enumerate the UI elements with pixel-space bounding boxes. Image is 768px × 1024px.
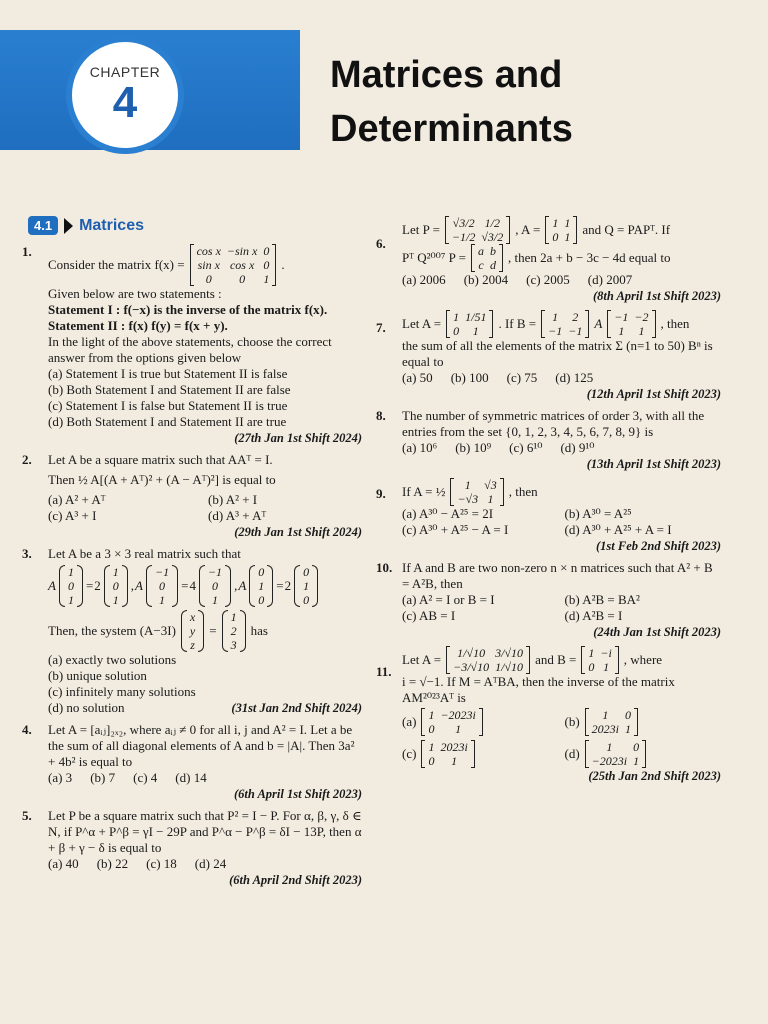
question-3: 3. Let A be a 3 × 3 real matrix such that A 1 0 1 = 2 1 0 1 , A −1 0 1 = 4 −1 0 1 , A 0 1 0 = 2 0 1 0 Then, the system (A−3I) x y z = 1 2 3 has (a) exactly two solutions (b) unique solution (c) infinitely many solutions (d) no solution (31st Jan 2nd Shift 2024) [22,546,362,715]
matrix-cells: 1 1/51 0 1 [453,310,487,338]
matrix-cells: 1 1 0 1 [552,216,571,244]
matrix-cells: √3/2 1/2 −1/2 √3/2 [451,216,504,244]
matrix [190,244,277,286]
section-heading [28,216,144,235]
question-1: 1. Consider the matrix f(x) = cos x −sin x 0 sin x cos x 0 0 0 1 . Given below are two statements : Statement I : f(−x) is the inverse of the matrix f(x). Statement II : f(x) f(y) = f(x + y). In the light of the above statements, choose the correct answer from the options given below (a) Statement I is true but Statement II is false (b) Both Statement I and Statement II are false (c) Statement I is false but Statement II is true (d) Both Statement I and Statement II are true (27th Jan 1st Shift 2024) [22,244,362,445]
column-vector: −1 0 1 [155,565,170,607]
matrix-cells: 1 0 2023i 1 [591,708,632,736]
column-vector: −1 0 1 [207,565,223,607]
column-vector: 1 2 3 [230,610,237,652]
question-11: 11. Let A = 1/√10 3/√10 −3/√10 1/√10 and B = 1 −i 0 1 , where i = √−1. If M = AᵀBA, then the inverse of the matrix AM²⁰²³Aᵀ is (a) 1 −2023i 0 1 (b) 1 0 2023i 1 (c) 1 2023i 0 1 (d) 1 0 −2023i 1 (25th Jan 2nd Shift 2023) [376,646,721,783]
chapter-number: 4 [112,78,138,127]
chapter-badge [66,36,184,154]
matrix-cells: 1 −i 0 1 [588,646,612,674]
question-2: 2. Let A be a square matrix such that AAᵀ = I. Then ½ A[(A + Aᵀ)² + (A − Aᵀ)²] is equal to (a) A² + Aᵀ (b) A² + I (c) A³ + I (d) A³ + Aᵀ (29th Jan 1st Shift 2024) [22,452,362,539]
column-vector: 0 1 0 [258,565,265,607]
column-vector: x y z [189,610,196,652]
left-column [22,244,362,894]
question-4: 4. Let A = [aᵢⱼ]₂ₓ₂, where aᵢⱼ ≠ 0 for all i, j and A² = I. Let a be the sum of all diagonal elements of A and b = |A|. Then 3a² + 4b² is equal to (a) 3 (b) 7 (c) 4 (d) 14 (6th April 1st Shift 2023) [22,722,362,801]
matrix-cells: −1 −2 1 1 [614,310,649,338]
question-10: 10. If A and B are two non-zero n × n matrices such that A² + B = A²B, then (a) A² = I or B = I (b) A²B = BA² (c) AB = I (d) A²B = I (24th Jan 1st Shift 2023) [376,560,721,639]
matrix-cells: 1 √3 −√3 1 [457,478,497,506]
column-vector: 1 0 1 [112,565,119,607]
question-8: 8. The number of symmetric matrices of order 3, with all the entries from the set {0, 1, 2, 3, 4, 5, 6, 7, 8, 9} is (a) 10⁶ (b) 10⁹ (c) 6¹⁰ (d) 9¹⁰ (13th April 1st Shift 2023) [376,408,721,471]
section-title: Matrices [79,216,144,234]
question-7: 7. Let A = 1 1/51 0 1 . If B = 1 2 −1 −1 A −1 −2 1 1 , then the sum of all the elements of the matrix Σ (n=1 to 50) Bⁿ is equal to (a) 50 (b) 100 (c) 75 (d) 125 (12th April 1st Shift 2023) [376,310,721,401]
column-vector: 1 0 1 [67,565,74,607]
chapter-label: CHAPTER [89,64,161,80]
question-5: 5. Let P be a square matrix such that P² = I − P. For α, β, γ, δ ∈ N, if P^α + P^β = γI − 29P and P^α − P^β = δI − 13P, then α + β + γ − δ is equal to (a) 40 (b) 22 (c) 18 (d) 24 (6th April 2nd Shift 2023) [22,808,362,887]
column-vector: 0 1 0 [303,565,310,607]
question-9: 9. If A = ½ 1 √3 −√3 1 , then (a) A³⁰ − A²⁵ = 2I (b) A³⁰ = A²⁵ (c) A³⁰ + A²⁵ − A = I (d) A³⁰ + A²⁵ + A = I (1st Feb 2nd Shift 2023) [376,478,721,553]
matrix-cells: 1 0 −2023i 1 [591,740,640,768]
matrix-cells: a b c d [478,244,497,272]
matrix-cells: 1 2 −1 −1 [548,310,583,338]
right-column [376,216,721,790]
page-title: Matrices and Determinants [330,54,573,150]
arrow-icon [64,218,73,234]
matrix-cells: cos x −sin x 0 sin x cos x 0 0 0 1 [196,244,270,286]
question-6: 6. Let P = √3/2 1/2 −1/2 √3/2 , A = 1 1 0 1 and Q = PAPᵀ. If Pᵀ Q²⁰⁰⁷ P = a b c d , then 2a + b − 3c − 4d equal to (a) 2006 (b) 2004 (c) 2005 (d) 2007 (8th April 1st Shift 2023) [376,216,721,303]
matrix-cells: 1 −2023i 0 1 [428,708,476,736]
matrix-cells: 1/√10 3/√10 −3/√10 1/√10 [453,646,524,674]
matrix-cells: 1 2023i 0 1 [428,740,468,768]
section-number: 4.1 [28,216,58,235]
